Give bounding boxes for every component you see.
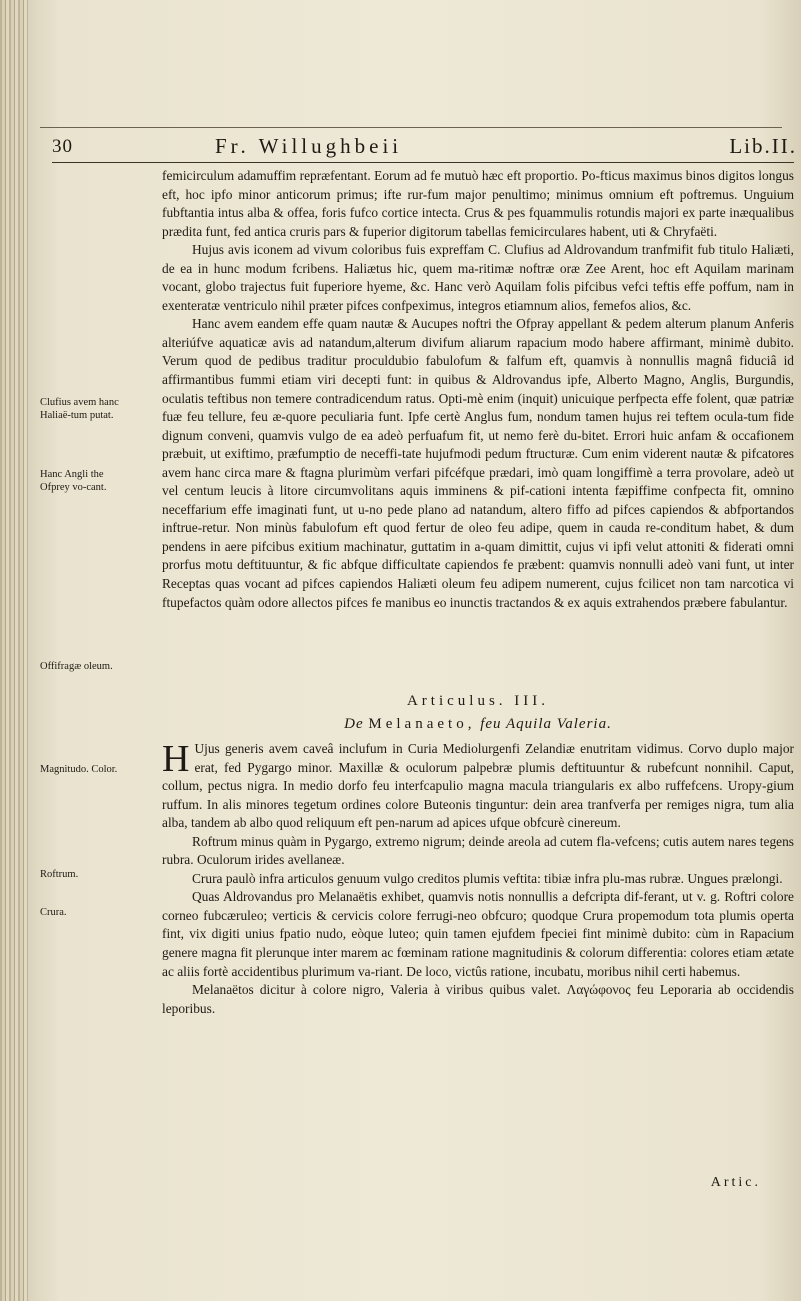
running-title: Fr. Willughbeii <box>215 134 403 158</box>
header-rule <box>52 162 794 163</box>
main-text-block <box>162 167 794 612</box>
article-paragraph-2: Roftrum minus quàm in Pygargo, extremo nigrum; deinde areola ad cutem fla-vefcens; cutis autem nares tegens rubra. Oculorum irides avellaneæ. <box>162 833 794 868</box>
book-binding-edge <box>0 0 28 1301</box>
page-number: 30 <box>52 136 73 157</box>
margin-note-ossifragae: Offifragæ oleum. <box>40 661 113 672</box>
catchword: Artic. <box>710 1175 761 1190</box>
subtitle-de: De <box>344 716 364 732</box>
margin-note-magnitudo: Magnitudo. Color. <box>40 764 118 775</box>
article-subheading <box>162 716 794 733</box>
paragraph-1: femicirculum adamuffim repræfentant. Eorum ad fe mutuò hæc eft proportio. Po-fticus maximus binos digitos longus eft, hoc ipfo minor anticorum primus; ifte rur-fum major penultimo; minimus omnium eft poftremus. Unguium fubftantia intus alba & offea, foris fufco cortice intecta. Crus & pes fquammulis rotundis majori ex parte inæqualibus prædita funt, fed antica cruris pars & fuperior digitorum tabellas femicirculares habent, uti & Chryfaëti. <box>162 168 794 239</box>
article-paragraph-3: Crura paulò infra articulos genuum vulgo creditos plumis veftita: tibiæ infra plu-mas rubræ. Ungues prælongi. <box>192 870 783 886</box>
article-paragraph-5: Melanaëtos dicitur à colore nigro, Valeria à viribus quibus valet. Λαγώφονος feu Leporaria ab occidendis leporibus. <box>162 982 794 1016</box>
article-text-block <box>162 740 794 1018</box>
subtitle-name: Melanaeto, <box>368 716 476 732</box>
margin-note-crura: Crura. <box>40 907 67 918</box>
subtitle-rest: feu Aquila Valeria. <box>480 716 612 732</box>
margin-note-osprey: Hanc Angli the Ofprey vo-cant. <box>40 469 107 493</box>
top-rule <box>40 127 782 128</box>
paragraph-2: Hujus avis iconem ad vivum coloribus fuis expreffam C. Clufius ad Aldrovandum tranfmifit fub titulo Haliæti, de ea in hunc modum fcribens. Haliætus hic, quem ma-ritimæ noftræ oræ Zee Arent, hoc eft Aquilam marinam vocant, globo trajectus fuit fuperiore hyeme, &c. Hanc verò Aquilam folis pifcibus vefci teftis effe poffum, nam in exenteratæ ventriculo nihil præter pifces confpeximus, integros etiamnum alios, femefos alios, &c. <box>162 242 794 313</box>
article-paragraph-1-text: Ujus generis avem caveâ inclufum in Curia Mediolurgenfi Zelandiæ enutritam vidimus. Corvo duplo major erat, fed Pygargo minor. Maxillæ & oculorum palpebræ plumis deftituuntur & rubefcunt nonnihil. Caput, collum, pectus nigra. In medio dorfo feu interfcapulio magna macula triangularis ex albo ruffefcens. Uropy-gium ruffum. In alis minores tegetum ordines colore Buteonis tinguntur: dein area tranfverfa per remiges nigra, tum alia alba, tandem ab albo quod reliquum eft pen-narum ad apices ufque obfcurè cinereum. <box>162 741 794 831</box>
margin-note-rostrum: Roftrum. <box>40 869 79 880</box>
paragraph-3: Hanc avem eandem effe quam nautæ & Aucupes noftri the Ofpray appellant & pedem alterum planum Anferis alteriúfve aquaticæ avis ad natandum,alterum divifum aliarum rapacium modo habere affirmant, minimè dubito. Verum quod de pedibus traditur proculdubio fabulofum & falfum eft, quamvis à nonnullis magnâ fiduciâ id affirmantibus fummi etiam viri decepti funt: in quibus & Aldrovandus ipfe, Alberto Magno, Anglis, Burgundis, oculatis teftibus non temere contradicendum ratus. Opti-mè enim (inquit) unicuique perfpecta effe folent, quæ patriæ fuæ feu tellure, feu æ-quore peculiaria funt. Ipfe certè Anglus fum, nondum tamen hujus rei teftem ocula-tum fide dignum conveni, quamvis vulgo de ea adeò perfuafum fit, ut nemo ferè du-bitet. Errori huic anfam & occafionem præbuit, ut exiftimo, præfumptio de neceffi-tate hujufmodi pedum ftructuræ. Cum enim viderent nautæ & pifcatores avem hanc circa mare & ftagna plurimùm verfari pifcéfque prædari, imò quam longiffimè a terra provolare, adeò ut vel centum leucis à litore circumvolitans aquis imminens & pif-cationi intenta fæpiffime confpecta fit, omnino neceffarium effe imaginati funt, ut u-no pede plano ad natandum, altero fiffo ad pifces capiendos & abfportandos inftrue-retur. Non minùs fabulofum eft quod fertur de oleo feu adipe, quem in cauda re-conditum habet, & dum pendens in aere pifcibus exitium machinatur, guttatim in a-quam dimittit, cujus vi ipfi velut attoniti & fiderati omni prorfus motu deftituuntur, & fic abfque difficultate capiendos fe præbent: quamvis nonnulli adeò vani funt, ut inter Receptas quas vocant ad pifces capiendos Haliæti oleum feu adipem numerent, cujus fcilicet non tam narcotica vi ftupefactos quàm odore allectos pifces fe manibus eo inunctis tractandos & ex aquis extrahendos præbere fabulantur. <box>162 316 794 610</box>
drop-cap: H <box>162 738 190 780</box>
article-heading: Articulus. III. <box>406 693 550 709</box>
book-number: Lib.II. <box>729 134 797 158</box>
margin-note-clusius: Clufius avem hanc Haliaë-tum putat. <box>40 397 119 421</box>
running-header <box>52 132 797 162</box>
article-paragraph-1 <box>162 740 794 833</box>
article-paragraph-4: Quas Aldrovandus pro Melanaëtis exhibet, quamvis notis nonnullis a defcripta dif-ferant, ut v. g. Roftri colore corneo fubcæruleo; verticis & cervicis colore ferrugi-neo obfcuro; quodque Crura propemodum tota plumis operta fint, vix digiti unius fpatio nudo, eòque luteo; quin tamen ejufdem fpeciei fint minimè dubito: cùm in Rapacium genere magna fit plerunque inter marem ac fœminam ratione magnitudinis & colorum differentia: colores etiam ætate ac aliis fortè accidentibus plurimum va-riant. De loco, victûs ratione, incubatu, moribus nihil certi habemus. <box>162 889 794 979</box>
